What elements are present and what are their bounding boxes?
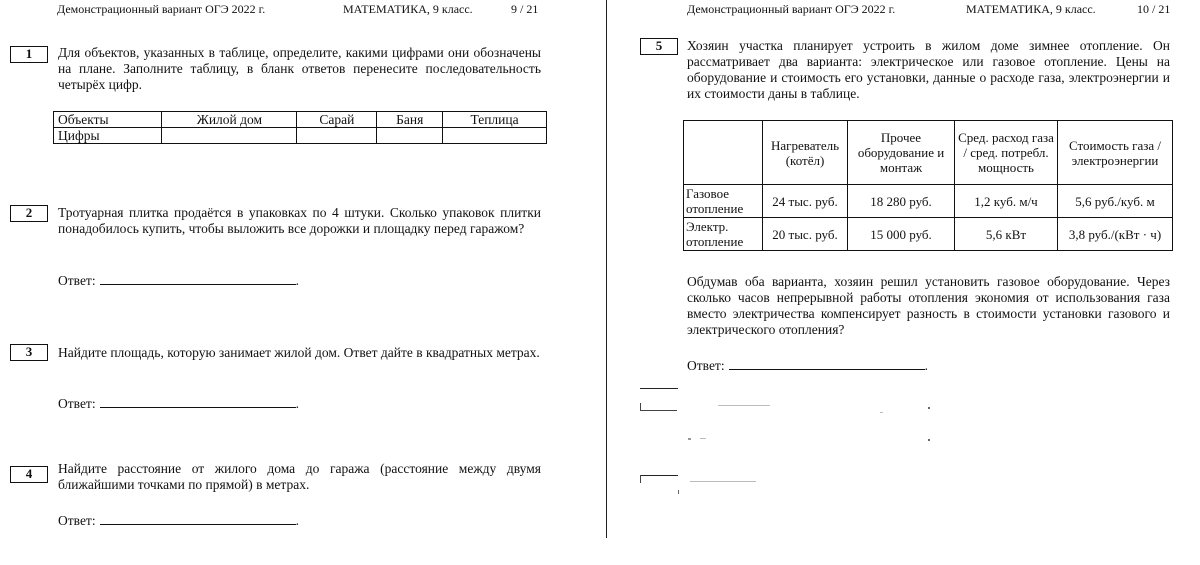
table-header-cell: Жилой дом <box>162 112 297 128</box>
header-page-number: 10 / 21 <box>1137 2 1171 16</box>
question-text: Тротуарная плитка продаётся в упаковках по 4 штуки. Сколько упаковок плитки понадобилось купить, чтобы выложить все дорожки и площадку перед гаражом? <box>58 205 541 236</box>
table-cell: 1,2 куб. м/ч <box>955 185 1058 218</box>
answer-end-dot: . <box>924 358 928 373</box>
answer-end-dot: . <box>295 396 299 411</box>
digit-answer-cell[interactable] <box>162 128 297 144</box>
question-text: Хозяин участка планирует устроить в жилом доме зимнее отопление. Он рассматривает два варианта: электрическое или газовое отопление. Цены на оборудование и стоимость его установки, данные о расходе газа, электроэнергии и их стоимости даны в таблице. <box>687 38 1170 101</box>
table-row-label: Газовое отопление <box>684 185 763 218</box>
table-row-label: Цифры <box>54 128 162 144</box>
answer-end-dot: . <box>295 513 299 528</box>
table-header-cell: Баня <box>377 112 443 128</box>
heating-options-table <box>683 120 1173 251</box>
question-number: 4 <box>10 466 48 483</box>
header-title: Демонстрационный вариант ОГЭ 2022 г. <box>57 2 266 16</box>
table-row <box>684 218 1173 251</box>
answer-field[interactable] <box>58 272 299 289</box>
question-followup-text: Обдумав оба варианта, хозяин решил установить газовое оборудование. Через сколько часов непрерывной работы отопления экономия от использования газа вместо электричества компенсирует разность в стоимости установки газового и электрического отопления? <box>687 274 1170 337</box>
table-header-cell: Сарай <box>297 112 377 128</box>
table-header-cell <box>684 121 763 185</box>
table-row <box>54 112 547 128</box>
page-divider <box>606 0 607 538</box>
header-subject: МАТЕМАТИКА, 9 класс. <box>343 2 473 16</box>
table-row-label: Электр. отопление <box>684 218 763 251</box>
question-number: 5 <box>640 38 678 55</box>
table-header-cell: Теплица <box>443 112 547 128</box>
table-cell: 5,6 руб./куб. м <box>1058 185 1173 218</box>
header-subject: МАТЕМАТИКА, 9 класс. <box>966 2 1096 16</box>
question-text: Для объектов, указанных в таблице, определите, какими цифрами они обозначены на плане. Заполните таблицу, в бланк ответов перенесите последовательность четырёх цифр. <box>58 45 541 92</box>
header-title: Демонстрационный вариант ОГЭ 2022 г. <box>687 2 896 16</box>
question-text: Найдите площадь, которую занимает жилой дом. Ответ дайте в квадратных метрах. <box>58 345 540 360</box>
table-header-cell: Нагреватель (котёл) <box>763 121 848 185</box>
digit-answer-cell[interactable] <box>377 128 443 144</box>
question-number: 3 <box>10 344 48 361</box>
table-cell: 3,8 руб./(кВт · ч) <box>1058 218 1173 251</box>
objects-table <box>53 111 547 144</box>
table-row <box>684 185 1173 218</box>
table-cell: 18 280 руб. <box>848 185 955 218</box>
table-row <box>684 121 1173 185</box>
table-header-cell: Объекты <box>54 112 162 128</box>
answer-field[interactable] <box>58 512 299 529</box>
question-text: Найдите расстояние от жилого дома до гаража (расстояние между двумя ближайшими точками по прямой) в метрах. <box>58 461 541 492</box>
answer-label: Ответ: <box>58 513 96 528</box>
answer-label: Ответ: <box>58 396 96 411</box>
table-header-cell: Сред. расход газа / сред. потребл. мощность <box>955 121 1058 185</box>
question-number: 1 <box>10 46 48 63</box>
answer-field[interactable] <box>687 357 928 374</box>
table-row <box>54 128 547 144</box>
table-cell: 5,6 кВт <box>955 218 1058 251</box>
table-header-cell: Стоимость газа / электроэнергии <box>1058 121 1173 185</box>
table-cell: 15 000 руб. <box>848 218 955 251</box>
answer-end-dot: . <box>295 273 299 288</box>
header-page-number: 9 / 21 <box>511 2 539 16</box>
table-header-cell: Прочее оборудование и монтаж <box>848 121 955 185</box>
question-number: 2 <box>10 205 48 222</box>
answer-label: Ответ: <box>58 273 96 288</box>
answer-field[interactable] <box>58 395 299 412</box>
answer-label: Ответ: <box>687 358 725 373</box>
digit-answer-cell[interactable] <box>443 128 547 144</box>
digit-answer-cell[interactable] <box>297 128 377 144</box>
table-cell: 24 тыс. руб. <box>763 185 848 218</box>
table-cell: 20 тыс. руб. <box>763 218 848 251</box>
